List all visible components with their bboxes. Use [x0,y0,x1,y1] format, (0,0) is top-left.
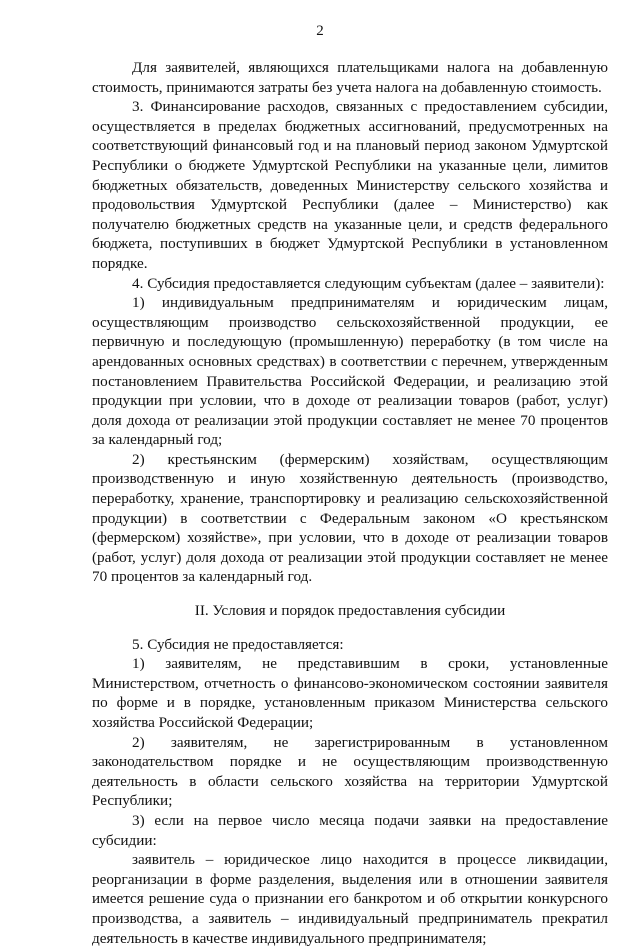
page-number: 2 [316,23,324,39]
paragraph-vat-note: Для заявителей, являющихся плательщиками налога на добавленную стоимость, принимаются затраты без учета налога на добавленную стоимость. [92,59,608,96]
paragraph-4-recipients: 4. Субсидия предоставляется следующим субъектам (далее – заявители): [132,274,605,292]
paragraph-5-item-3-detail: заявитель – юридическое лицо находится в процессе ликвидации, реорганизации в форме разделения, выделения или в отношении заявителя имеется решение суда о признании его банкротом и об открытии конкурсного производства, а заявитель – индивидуальный предприниматель прекратил деятельность в качестве индивидуального предпринимателя; [92,851,608,947]
section-heading: II. Условия и порядок предоставления субсидии [194,602,506,620]
paragraph-5-item-2: 2) заявителям, не зарегистрированным в установленном законодательством порядке и не осуществляющим производственную деятельность в области сельского хозяйства на территории Удмуртской Республики; [92,733,608,810]
paragraph-4-item-1: 1) индивидуальным предпринимателям и юридическим лицам, осуществляющим производство сельскохозяйственной продукции, ее первичную и последующую (промышленную) переработку (в том числе на арендованных основных средствах) в соответствии с перечнем, утвержденным постановлением Правительства Российской Федерации, и реализацию этой продукции при условии, что в доходе от реализации товаров (работ, услуг) доля дохода от реализации этой продукции составляет не менее 70 процентов за календарный год; [92,294,608,449]
paragraph-5-refusal: 5. Субсидия не предоставляется: [132,635,344,653]
paragraph-5-item-3: 3) если на первое число месяца подачи заявки на предоставление субсидии: [92,811,608,849]
paragraph-4-item-2: 2) крестьянским (фермерским) хозяйствам, осуществляющим производственную и иную хозяйственную деятельность (производство, переработку, хранение, транспортировку и реализацию сельскохозяйственной продукции) в соответствии с Федеральным законом «О крестьянском (фермерском) хозяйстве», при условии, что в доходе от реализации товаров (работ, услуг) доля дохода от реализации этой продукции составляет не менее 70 процентов за календарный год. [92,450,608,586]
document-body [92,58,608,948]
paragraph-3-financing: 3. Финансирование расходов, связанных с предоставлением субсидии, осуществляется в пределах бюджетных ассигнований, предусмотренных на соответствующий финансовый год и на плановый период законом Удмуртской Республики о бюджете Удмуртской Республики на указанные цели, лимитов бюджетных обязательств, доведенных Министерству сельского хозяйства и продовольствия Удмуртской Республики (далее – Министерство) как получателю бюджетных средств на указанные цели, и средств федерального бюджета, поступивших в бюджет Удмуртской Республики в установленном порядке. [92,98,608,272]
paragraph-5-item-1: 1) заявителям, не представившим в сроки, установленные Министерством, отчетность о финансово-экономическом состоянии заявителя по форме и в порядке, установленным приказом Министерства сельского хозяйства Российской Федерации; [92,655,608,731]
